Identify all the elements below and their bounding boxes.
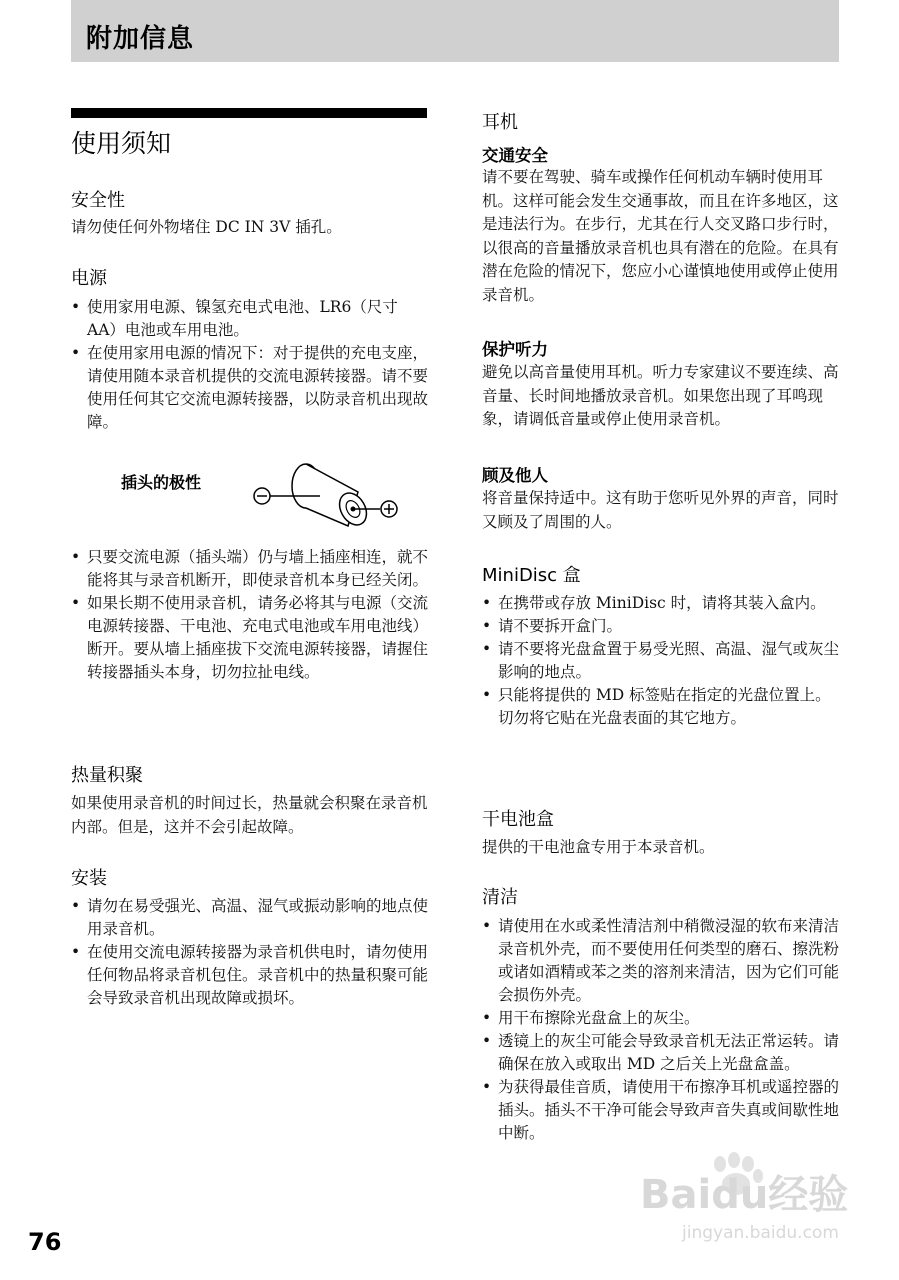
- list-item: • 请不要将光盘盒置于易受光照、高温、湿气或灰尘影响的地点。: [482, 638, 840, 684]
- others-text: 将音量保持适中。这有助于您听见外界的声音，同时又顾及了周围的人。: [482, 489, 839, 531]
- hearing-text: 避免以高音量使用耳机。听力专家建议不要连续、高音量、长时间地播放录音机。如果您出现了耳鸣现象，请调低音量或停止使用录音机。: [482, 363, 839, 428]
- battery-case-heading: 干电池盒: [482, 809, 554, 830]
- install-list: [71, 895, 431, 1010]
- list-item: • 只要交流电源（插头端）仍与墙上插座相连，就不能将其与录音机断开，即使录音机本身已经关闭。: [71, 546, 431, 592]
- list-item: • 在携带或存放 MiniDisc 时，请将其装入盒内。: [482, 592, 840, 615]
- list-item: • 请使用在水或柔性清洁剂中稍微浸湿的软布来清洁录音机外壳，而不要使用任何类型的磨石、擦洗粉或诸如酒精或苯之类的溶剂来清洁，因为它们可能会损伤外壳。: [482, 915, 840, 1007]
- page-number: 76: [28, 1228, 62, 1256]
- list-item: • 为获得最佳音质，请使用干布擦净耳机或遥控器的插头。插头不干净可能会导致声音失真或间歇性地中断。: [482, 1076, 840, 1145]
- headphones-heading: 耳机: [482, 112, 518, 133]
- heat-heading: 热量积聚: [71, 765, 143, 786]
- cleaning-heading: 清洁: [482, 887, 518, 908]
- minidisc-heading: MiniDisc 盒: [482, 565, 581, 586]
- list-item: • 在使用交流电源转接器为录音机供电时，请勿使用任何物品将录音机包住。录音机中的热量积聚可能会导致录音机出现故障或损坏。: [71, 941, 431, 1010]
- header-title: 附加信息: [86, 24, 195, 54]
- others-heading: 顾及他人: [482, 466, 548, 485]
- list-item: • 透镜上的灰尘可能会导致录音机无法正常运转。请确保在放入或取出 MD 之后关上光盘盒盖。: [482, 1030, 840, 1076]
- traffic-heading: 交通安全: [482, 146, 548, 165]
- heat-text: 如果使用录音机的时间过长，热量就会积聚在录音机内部。但是，这并不会引起故障。: [71, 794, 428, 836]
- safety-heading: 安全性: [71, 190, 125, 211]
- plug-polarity-icon: [248, 456, 408, 536]
- battery-case-text: 提供的干电池盒专用于本录音机。: [482, 838, 715, 856]
- cleaning-list: [482, 915, 840, 1145]
- hearing-heading: 保护听力: [482, 340, 548, 359]
- list-item: • 在使用家用电源的情况下：对于提供的充电支座，请使用随本录音机提供的交流电源转接器。请不要使用任何其它交流电源转接器，以防录音机出现故障。: [71, 342, 431, 434]
- list-item: • 使用家用电源、镍氢充电式电池、LR6（尺寸 AA）电池或车用电池。: [71, 296, 431, 342]
- watermark-url: jingyan.baidu.com: [682, 1223, 839, 1243]
- watermark-brand: Baidu经验: [640, 1172, 849, 1218]
- header-bar: [71, 0, 839, 62]
- list-item: • 只能将提供的 MD 标签贴在指定的光盘位置上。切勿将它贴在光盘表面的其它地方。: [482, 684, 840, 730]
- list-item: • 请不要拆开盒门。: [482, 615, 840, 638]
- power-list-2: [71, 546, 431, 684]
- power-heading: 电源: [71, 268, 107, 289]
- baidu-watermark: [640, 1150, 860, 1250]
- list-item: • 请勿在易受强光、高温、湿气或振动影响的地点使用录音机。: [71, 895, 431, 941]
- traffic-text: 请不要在驾驶、骑车或操作任何机动车辆时使用耳机。这样可能会发生交通事故，而且在许多地区，这是违法行为。在步行，尤其在行人交叉路口步行时，以很高的音量播放录音机也具有潜在的危险。在具有潜在危险的情况下，您应小心谨慎地使用或停止使用录音机。: [482, 168, 839, 304]
- minidisc-list: [482, 592, 840, 730]
- install-heading: 安装: [71, 868, 107, 889]
- list-item: • 用干布擦除光盘盒上的灰尘。: [482, 1007, 840, 1030]
- list-item: • 如果长期不使用录音机，请务必将其与电源（交流电源转接器、干电池、充电式电池或车用电池线）断开。要从墙上插座拔下交流电源转接器，请握住转接器插头本身，切勿拉扯电线。: [71, 592, 431, 684]
- safety-text: 请勿使任何外物堵住 DC IN 3V 插孔。: [71, 218, 342, 236]
- power-list: [71, 296, 431, 434]
- section-rule: [71, 108, 427, 118]
- plug-polarity-label: 插头的极性: [121, 473, 202, 492]
- page-title: 使用须知: [71, 129, 172, 158]
